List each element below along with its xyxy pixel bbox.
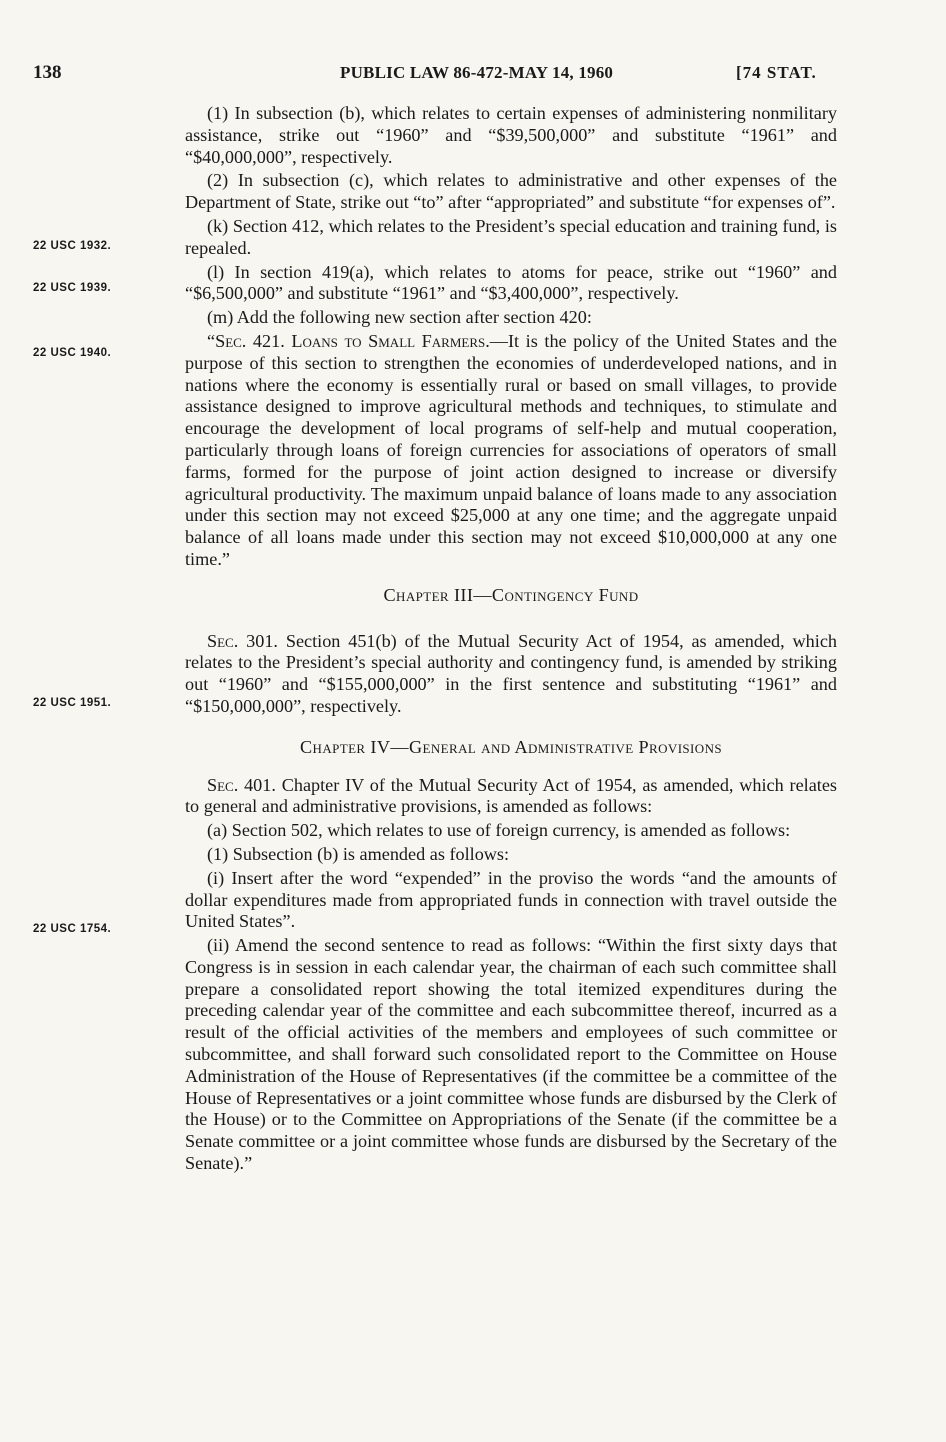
section-text: —It is the policy of the United States and the purpose of this section to strengthen the economies of underdeveloped nations, and in nations where the economy is essentially rural or based on small villages, to provide assistance designed to improve agricultural methods and techniques, to stimulate and encourage the development of local programs of self-help and mutual cooperation, particularly through loans of foreign currencies for associations of operators of small farms, formed for the purpose of joint action designed to increase or diversify agricultural productivity. The maximum unpaid balance of loans made to any association under this section may not exceed $25,000 at any one time; and the aggregate unpaid balance of all loans made under this section may not exceed $10,000,000 at any one time.” xyxy=(185,330,838,569)
paragraph: (ii) Amend the second sentence to read as follows: “Within the first sixty days that Congress is in session in each calendar year, the chairman of each such committee shall prepare a consolidated report showing the total itemized expenditures during the preceding calendar year of the committee and each subcommittee thereof, incurred as a result of the official activities of the members and employees of such committee or subcommittee, and shall forward such consolidated report to the Committee on House Administration of the House of Representatives (if the committee be a committee of the House of Representatives or a joint committee whose funds are disbursed by the Clerk of the House) or to the Committee on Appropriations of the Senate (if the committee be a Senate committee or a joint committee whose funds are disbursed by the Secretary of the Senate).” xyxy=(185,935,837,1174)
margin-citation: 22 USC 1932. xyxy=(33,240,112,252)
paragraph: (l) In section 419(a), which relates to atoms for peace, strike out “1960” and “$6,500,000” and substitute “1961” and “$3,400,000”, respectively. xyxy=(185,261,837,304)
paragraph: (1) In subsection (b), which relates to certain expenses of administering nonmilitary assistance, strike out “1960” and “$39,500,000” and substitute “1961” and “$40,000,000”, respectively. xyxy=(185,103,837,167)
paragraph: (i) Insert after the word “expended” in the proviso the words “and the amounts of dollar expenditures made from appropriated funds in connection with travel outside the United States”. xyxy=(185,867,837,932)
paragraph: (1) Subsection (b) is amended as follows: xyxy=(207,843,510,864)
paragraph: (a) Section 502, which relates to use of foreign currency, is amended as follows: xyxy=(207,820,791,841)
section-label: Sec. xyxy=(207,630,239,651)
margin-citation: 22 USC 1939. xyxy=(33,282,112,294)
section-text: 301. Section 451(b) of the Mutual Security Act of 1954, as amended, which relates to the President’s special authority and contingency fund, is amended by striking out “1960” and “$155,000,000” in the first sentence and substituting “1961” and “$150,000,000”, respectively. xyxy=(185,630,837,716)
section-label: Sec. xyxy=(207,774,239,795)
section-401-paragraph xyxy=(185,775,837,819)
section-heading: “Sec. 421. Loans to Small Farmers. xyxy=(207,330,490,351)
page-number: 138 xyxy=(33,62,62,83)
margin-citation: 22 USC 1754. xyxy=(33,923,112,935)
margin-citation: 22 USC 1951. xyxy=(33,697,112,709)
section-301-paragraph xyxy=(185,631,837,718)
paragraph: (k) Section 412, which relates to the President’s special education and training fund, is repealed. xyxy=(185,215,837,258)
statute-volume: [74 STAT. xyxy=(736,63,817,82)
chapter-heading: Chapter IV—General and Administrative Provisions xyxy=(300,736,722,757)
section-text: 401. Chapter IV of the Mutual Security Act of 1954, as amended, which relates to general and administrative provisions, is amended as follows: xyxy=(185,774,837,817)
chapter-heading: Chapter III—Contingency Fund xyxy=(383,584,639,605)
section-421-paragraph xyxy=(185,331,837,571)
body-text xyxy=(185,103,837,1175)
running-header-title: PUBLIC LAW 86-472-MAY 14, 1960 xyxy=(340,63,614,82)
paragraph: (m) Add the following new section after section 420: xyxy=(207,307,592,328)
margin-citation: 22 USC 1940. xyxy=(33,347,112,359)
paragraph: (2) In subsection (c), which relates to administrative and other expenses of the Department of State, strike out “to” after “appropriated” and substitute “for expenses of”. xyxy=(185,170,837,213)
